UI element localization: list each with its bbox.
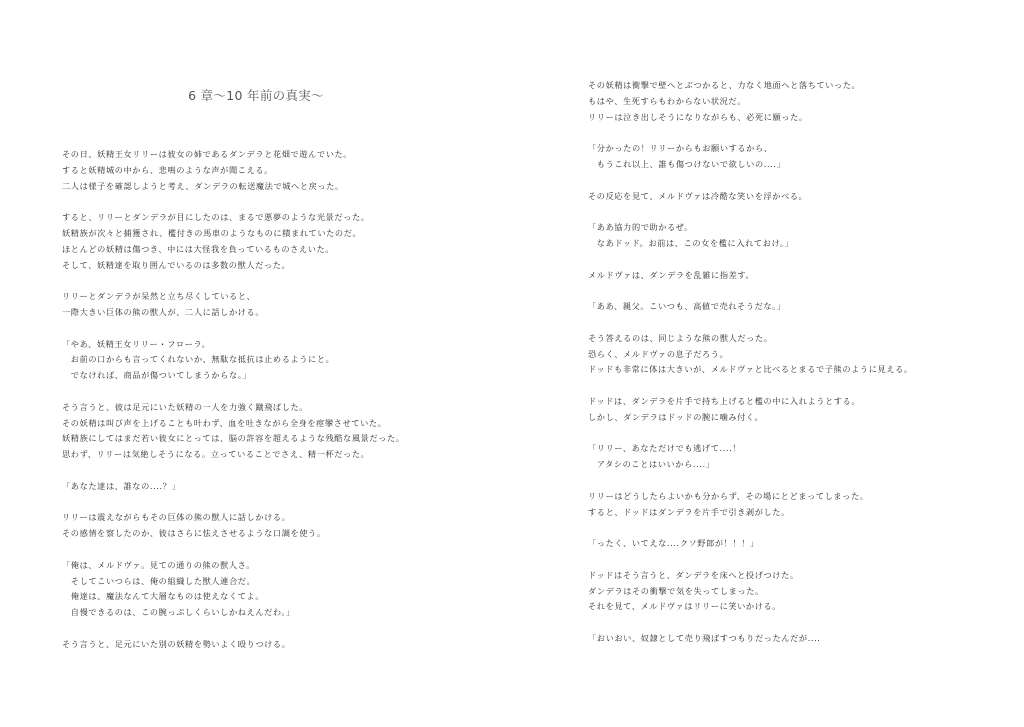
paragraph-gap (588, 520, 913, 536)
text-line: 「おいおい、奴隷として売り飛ばすつもりだったんだが.... (588, 632, 821, 643)
paragraph-gap (588, 426, 913, 442)
paragraph-gap (62, 621, 405, 637)
text-line: ドッドは、ダンデラを片手で持ち上げると檻の中に入れようとする。 (588, 395, 861, 406)
text-line: リリーは震えながらもその巨体の熊の獣人に話しかける。 (62, 512, 291, 523)
text-line: 「俺は、メルドヴァ。見ての通りの熊の獣人さ。 (62, 559, 255, 570)
chapter-title: 6 章〜10 年前の真実〜 (188, 88, 324, 103)
text-line: その日、妖精王女リリーは彼女の姉であるダンデラと花畑で遊んでいた。 (62, 149, 353, 159)
text-line: お前の口からも言ってくれないか、無駄な抵抗は止めるようにと。 (62, 354, 335, 365)
text-line: そう答えるのは、同じような熊の獣人だった。 (588, 332, 773, 343)
text-line: そして、妖精達を取り囲んでいるのは多数の獣人だった。 (62, 259, 291, 270)
paragraph-gap (588, 378, 913, 394)
text-line: それを見て、メルドヴァはリリーに笑いかける。 (588, 601, 782, 612)
text-line: リリーはどうしたらよいかも分からず、その場にとどまってしまった。 (588, 490, 869, 501)
right-body-text (588, 78, 913, 647)
text-line: そしてこいつらは、俺の組織した獣人連合だ。 (62, 575, 256, 586)
text-line: ダンデラはその衝撃で気を失ってしまった。 (588, 585, 764, 596)
paragraph-gap (62, 384, 405, 400)
text-line: 「ああ協力的で助かるぜ。 (588, 222, 693, 233)
text-line: その反応を見て、メルドヴァは冷酷な笑いを浮かべる。 (588, 190, 808, 201)
text-line: 俺達は、魔法なんて大層なものは使えなくてよ。 (62, 591, 265, 602)
text-line: もはや、生死すらもわからない状況だ。 (588, 95, 747, 106)
text-line: もうこれ以上、誰も傷つけないで欲しいの....」 (588, 158, 786, 169)
text-line: その妖精は衝撃で壁へとぶつかると、力なく地面へと落ちていった。 (588, 80, 861, 90)
paragraph-gap (62, 321, 405, 337)
text-line: そう言うと、足元にいた別の妖精を勢いよく殴りつける。 (62, 638, 291, 649)
paragraph-gap (588, 473, 913, 489)
text-line: すると妖精城の中から、悲鳴のような声が聞こえる。 (62, 164, 273, 175)
paragraph-gap (62, 542, 405, 558)
text-line: 「ったく、いてえな....クソ野郎が！！！」 (588, 538, 759, 549)
text-line: メルドヴァは、ダンデラを乱雑に指差す。 (588, 269, 755, 280)
text-line: 「リリー、あなただけでも逃げて....！ (588, 443, 742, 454)
text-line: なあドッド。お前は、この女を檻に入れておけ。」 (588, 237, 794, 248)
text-line: すると、リリーとダンデラが目にしたのは、まるで悪夢のような光景だった。 (62, 212, 370, 223)
paragraph-gap (588, 125, 913, 141)
paragraph-gap (588, 552, 913, 568)
text-line: 一際大きい巨体の熊の獣人が、二人に話しかける。 (62, 306, 265, 317)
right-page (512, 0, 1024, 727)
text-line: 「分かったの！リリーからもお願いするから、 (588, 143, 773, 154)
text-line: ほとんどの妖精は傷つき、中には大怪我を負っているものさえいた。 (62, 243, 335, 254)
text-line: その妖精は叫び声を上げることも叶わず、血を吐きながら全身を痙攣させていた。 (62, 417, 387, 428)
text-line: アタシのことはいいから....」 (588, 459, 715, 470)
paragraph-gap (62, 463, 405, 479)
paragraph-gap (588, 252, 913, 268)
text-line: 恐らく、メルドヴァの息子だろう。 (588, 348, 729, 359)
paragraph-gap (62, 194, 405, 210)
text-line: 二人は様子を確認しようと考え、ダンデラの転送魔法で城へと戻った。 (62, 180, 344, 191)
left-body-text (62, 147, 405, 653)
paragraph-gap (588, 315, 913, 331)
paragraph-gap (62, 273, 405, 289)
text-line: すると、ドッドはダンデラを片手で引き剥がした。 (588, 506, 790, 517)
paragraph-gap (588, 283, 913, 299)
text-line: しかし、ダンデラはドッドの腕に噛み付く。 (588, 411, 764, 422)
paragraph-gap (588, 173, 913, 189)
paragraph-gap (62, 495, 405, 511)
paragraph-gap (588, 615, 913, 631)
text-line: ドッドはそう言うと、ダンデラを床へと投げつけた。 (588, 569, 799, 580)
text-line: 思わず、リリーは気絶しそうになる。立っていることでさえ、精一杯だった。 (62, 449, 370, 460)
paragraph-gap (588, 204, 913, 220)
text-line: その感情を察したのか、彼はさらに怯えさせるような口調を使う。 (62, 528, 326, 539)
text-line: そう言うと、彼は足元にいた妖精の一人を力強く蹴飛ばした。 (62, 401, 309, 412)
text-line: 「やあ、妖精王女リリー・フローラ。 (62, 338, 211, 349)
text-line: でなければ、商品が傷ついてしまうからな。」 (62, 370, 252, 381)
text-line: 「あなた達は、誰なの....？」 (62, 480, 181, 491)
text-line: 妖精族が次々と捕獲され、檻付きの馬車のようなものに積まれていたのだ。 (62, 227, 362, 238)
text-line: リリーは泣き出しそうになりながらも、必死に願った。 (588, 111, 808, 122)
text-line: ドッドも非常に体は大きいが、メルドヴァと比べるとまるで子熊のように見える。 (588, 364, 913, 375)
text-line: リリーとダンデラが呆然と立ち尽くしていると、 (62, 291, 256, 302)
text-line: 自慢できるのは、この腕っぷしくらいしかねえんだわ。」 (62, 607, 295, 618)
text-line: 妖精族にしてはまだ若い彼女にとっては、脳の許容を超えるような残酷な風景だった。 (62, 433, 405, 444)
text-line: 「ああ、親父。こいつも、高値で売れそうだな。」 (588, 301, 786, 312)
